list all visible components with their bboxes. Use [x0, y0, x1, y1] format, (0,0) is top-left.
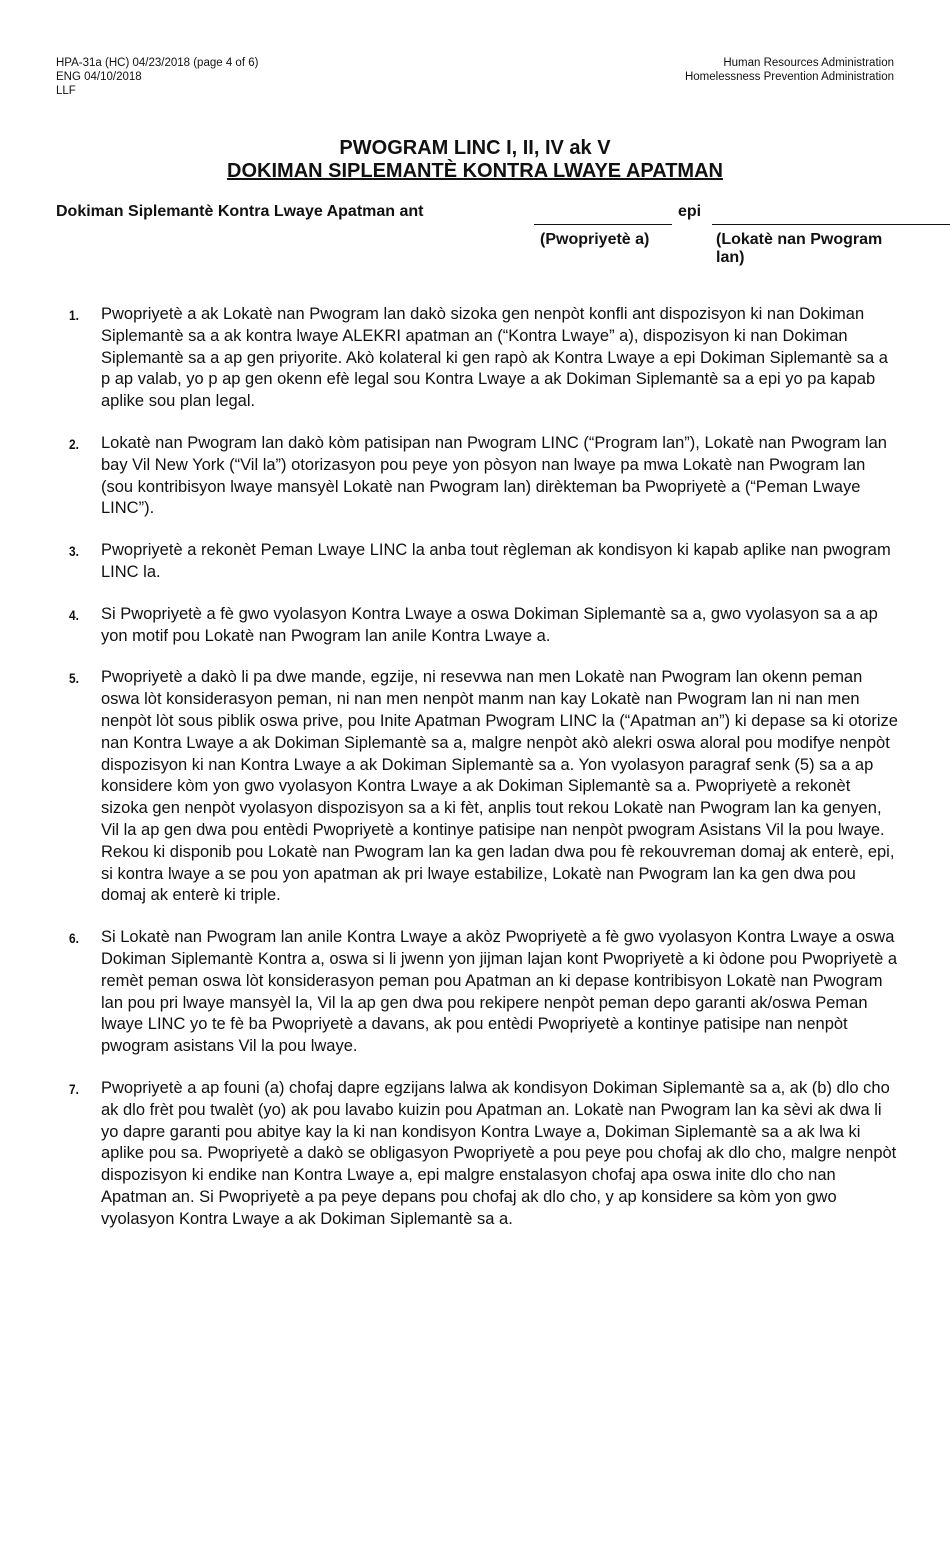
agency-name: Human Resources Administration — [723, 57, 894, 69]
provision-text: Si Lokatè nan Pwogram lan anile Kontra Lwaye a akòz Pwopriyetè a fè gwo vyolasyon Kontra Lwaye a oswa Dokiman Siplemantè Kontra a, oswa si li jwenn yon jijman lajan kont Pwopriyetè a ki òdone pou Pwopriyetè a remèt peman oswa lòt konsiderasyon peman pou Apatman an ki depase kontribisyon Lokatè nan Pwogram lan pou pri lwaye mansyèl la, Vil la ap gen dwa pou rekipere nenpòt peman depo garanti ak/oswa Peman lwaye LINC yo te fè ba Pwopriyetè a davans, ak pou entèdi Pwopriyetè a kontinye patisipe nan nenpòt pwogram asistans Vil la pou lwaye. — [101, 928, 898, 1056]
form-eng-date: ENG 04/10/2018 — [56, 71, 142, 83]
provision-number: 6. — [69, 930, 79, 947]
provision-number: 7. — [69, 1080, 79, 1097]
parties-connector: epi — [678, 203, 702, 220]
provision-item — [56, 433, 898, 520]
provision-item — [56, 304, 898, 413]
document-title — [0, 137, 950, 183]
provision-number: 2. — [69, 435, 79, 452]
title-line-2: DOKIMAN SIPLEMANTÈ KONTRA LWAYE APATMAN — [227, 160, 723, 182]
provisions-list — [56, 304, 898, 1250]
tenant-name-blank[interactable] — [712, 224, 950, 225]
owner-caption: (Pwopriyetè a) — [540, 231, 650, 248]
provision-item — [56, 604, 898, 648]
form-code: HPA-31a (HC) 04/23/2018 (page 4 of 6) — [56, 57, 259, 69]
owner-name-blank[interactable] — [534, 224, 672, 225]
provision-item — [56, 1078, 898, 1231]
provision-number: 4. — [69, 606, 79, 623]
provision-text: Pwopriyetè a rekonèt Peman Lwaye LINC la anba tout règleman ak kondisyon ki kapab aplike nan pwogram LINC la. — [101, 541, 891, 581]
provision-number: 3. — [69, 543, 79, 560]
tenant-caption: (Lokatè nan Pwogram lan) — [716, 231, 883, 266]
agency-block — [685, 56, 894, 84]
provision-text: Si Pwopriyetè a fè gwo vyolasyon Kontra Lwaye a oswa Dokiman Siplemantè sa a, gwo vyolasyon sa a ap yon motif pou Lokatè nan Pwogram lan anile Kontra Lwaye a. — [101, 604, 878, 645]
agency-division: Homelessness Prevention Administration — [684, 71, 894, 83]
parties-label: Dokiman Siplemantè Kontra Lwaye Apatman ant — [56, 203, 424, 220]
form-code-block — [56, 56, 258, 98]
provision-text: Pwopriyetè a ak Lokatè nan Pwogram lan dakò sizoka gen nenpòt konfli ant dispozisyon ki nan Dokiman Siplemantè sa a ak kontra lwaye ALEKRI apatman an (“Kontra Lwaye” a), dispozisyon ki nan Dokiman Siplemantè sa a ap gen priyorite. Akò kolateral ki gen rapò ak Kontra Lwaye a epi Dokiman Siplemantè sa a p ap valab, yo p ap gen okenn efè legal sou Kontra Lwaye a ak Dokiman Siplemantè sa a epi yo pa kapab aplike sou plan legal. — [101, 305, 888, 411]
provision-text: Pwopriyetè a ap founi (a) chofaj dapre egzijans lalwa ak kondisyon Dokiman Siplemantè sa a, ak (b) dlo cho ak dlo frèt pou twalèt (yo) ak pou lavabo kuizin pou Apatman an. Lokatè nan Pwogram lan ka sèvi ak dwa li yo dapre garanti pou abitye kay la ki nan kondisyon Kontra Lwaye a, Dokiman Siplemantè sa a ak lwa ki aplike pou sa. Pwopriyetè a dakò se obligasyon Pwopriyetè a pou peye pou chofaj ak dlo cho, malgre nenpòt dispozisyon ki endike nan Kontra Lwaye a, epi malgre enstalasyon chofaj apa oswa inite dlo cho nan Apatman an. Si Pwopriyetè a pa peye depans pou chofaj ak dlo cho, y ap konsidere sa kòm yon gwo vyolasyon Kontra Lwaye a ak Dokiman Siplemantè sa a. — [101, 1078, 897, 1228]
provision-item — [56, 927, 898, 1058]
parties-line — [56, 203, 894, 266]
provision-text: Lokatè nan Pwogram lan dakò kòm patisipan nan Pwogram LINC (“Program lan”), Lokatè nan Pwogram lan bay Vil New York (“Vil la”) otorizasyon pou peye yon pòsyon nan lwaye pa mwa Lokatè nan Pwogram lan (sou kontribisyon lwaye mansyèl Lokatè nan Pwogram lan) dirèkteman ba Pwopriyetè a (“Peman Lwaye LINC”). — [101, 433, 887, 518]
provision-number: 5. — [69, 670, 79, 687]
form-language: LLF — [56, 85, 76, 97]
provision-item — [56, 667, 898, 907]
provision-number: 1. — [69, 307, 79, 323]
title-line-1: PWOGRAM LINC I, II, IV ak V — [339, 137, 611, 159]
provision-text: Pwopriyetè a dakò li pa dwe mande, egzije, ni resevwa nan men Lokatè nan Pwogram lan okenn peman oswa lòt konsiderasyon peman, ni nan men nenpòt manm nan kay Lokatè nan Pwogram lan ni nan men nenpòt lòt sous piblik oswa prive, pou Inite Apatman Pwogram LINC la (“Apatman an”) ki depase sa ki otorize nan Kontra Lwaye a ak Dokiman Siplemantè sa a, malgre nenpòt akò alekri oswa aloral pou modifye nenpòt dispozisyon ki nan Kontra Lwaye a ak Dokiman Siplemantè sa a. Yon vyolasyon paragraf senk (5) sa a ap konsidere kòm yon gwo vyolasyon Kontra Lwaye a ak Dokiman Siplemantè sa a. Pwopriyetè a rekonèt sizoka gen nenpòt vyolasyon dispozisyon sa a ki fèt, anplis tout rekou Lokatè nan Pwogram lan ka genyen, Vil la ap gen dwa pou entèdi Pwopriyetè a kontinye patisipe nan nenpòt pwogram Asistans Vil la pou lwaye. Rekou ki disponib pou Lokatè nan Pwogram lan ka gen ladan dwa pou fè rekouvreman domaj ak enterè, epi, si kontra lwaye a se pou yon apatman ak pri lwaye estabilize, Lokatè nan Pwogram lan ka gen dwa pou domaj ak enterè ki triple. — [101, 668, 898, 905]
provision-item — [56, 540, 898, 584]
